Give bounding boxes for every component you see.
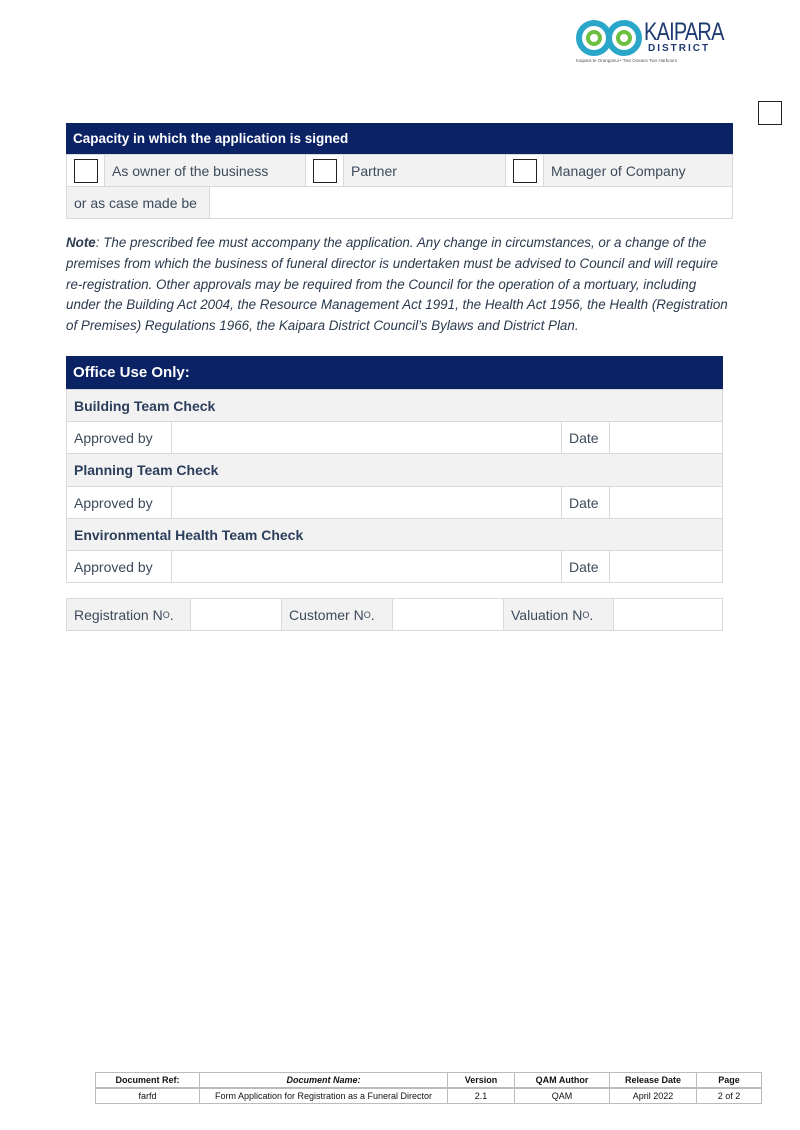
sup: O bbox=[582, 609, 590, 620]
other-field[interactable] bbox=[209, 186, 733, 219]
option-manager: Manager of Company bbox=[543, 154, 733, 187]
suffix: . bbox=[169, 606, 174, 623]
section-planning: Planning Team Check bbox=[66, 453, 723, 487]
owner-checkbox[interactable] bbox=[74, 159, 98, 183]
building-approved-field[interactable] bbox=[171, 421, 562, 454]
checkbox-cell bbox=[305, 154, 344, 187]
valuation-field[interactable] bbox=[613, 598, 723, 631]
corner-checkbox[interactable] bbox=[758, 101, 782, 125]
registration-field[interactable] bbox=[190, 598, 282, 631]
section-building: Building Team Check bbox=[66, 389, 723, 422]
building-date-field[interactable] bbox=[609, 421, 723, 454]
valuation-text: Valuation N bbox=[511, 606, 583, 623]
footer-h-ref: Document Ref: bbox=[95, 1072, 200, 1088]
date-label: Date bbox=[561, 421, 610, 454]
checkbox-cell bbox=[505, 154, 544, 187]
registration-label bbox=[66, 598, 191, 631]
footer-h-version: Version bbox=[447, 1072, 515, 1088]
logo-tagline: Kaipara te Oranganui • Two Oceans Two Harbours bbox=[576, 58, 677, 63]
footer-v-name: Form Application for Registration as a Funeral Director bbox=[199, 1088, 448, 1104]
logo-swirl-icon bbox=[576, 18, 644, 58]
customer-label bbox=[281, 598, 393, 631]
valuation-label bbox=[503, 598, 614, 631]
approved-label: Approved by bbox=[66, 486, 172, 519]
suffix: . bbox=[589, 606, 594, 623]
kaipara-logo bbox=[576, 16, 724, 66]
suffix: . bbox=[370, 606, 375, 623]
env-approved-field[interactable] bbox=[171, 550, 562, 583]
option-partner: Partner bbox=[343, 154, 506, 187]
footer-v-date: April 2022 bbox=[609, 1088, 697, 1104]
date-label: Date bbox=[561, 550, 610, 583]
option-owner: As owner of the business bbox=[104, 154, 306, 187]
section-env-health: Environmental Health Team Check bbox=[66, 518, 723, 551]
footer-v-version: 2.1 bbox=[447, 1088, 515, 1104]
footer-v-author: QAM bbox=[514, 1088, 610, 1104]
manager-checkbox[interactable] bbox=[513, 159, 537, 183]
logo-sub: DISTRICT bbox=[648, 43, 711, 54]
note-paragraph bbox=[66, 233, 728, 337]
sup: O bbox=[363, 609, 371, 620]
partner-checkbox[interactable] bbox=[313, 159, 337, 183]
footer-h-date: Release Date bbox=[609, 1072, 697, 1088]
capacity-header: Capacity in which the application is signed bbox=[66, 123, 733, 154]
sup: O bbox=[162, 609, 170, 620]
logo-name: KAIPARA bbox=[644, 18, 724, 46]
registration-text: Registration N bbox=[74, 606, 163, 623]
note-text: : The prescribed fee must accompany the application. Any change in circumstances, or a change of the premises from which the business of funeral director is undertaken must be advised to Council and will require re-registration. Other approvals may be required from the Council for the operation of a mortuary, including under the Building Act 2004, the Resource Management Act 1991, the Health Act 1956, the Health (Registration of Premises) Regulations 1966, the Kaipara District Council’s Bylaws and District Plan. bbox=[66, 235, 728, 334]
note-label: Note bbox=[66, 235, 96, 250]
date-label: Date bbox=[561, 486, 610, 519]
footer-h-author: QAM Author bbox=[514, 1072, 610, 1088]
footer-h-name: Document Name: bbox=[199, 1072, 448, 1088]
customer-field[interactable] bbox=[392, 598, 504, 631]
other-label: or as case made be bbox=[66, 186, 210, 219]
checkbox-cell bbox=[66, 154, 105, 187]
planning-date-field[interactable] bbox=[609, 486, 723, 519]
customer-text: Customer N bbox=[289, 606, 364, 623]
office-header: Office Use Only: bbox=[66, 356, 723, 389]
approved-label: Approved by bbox=[66, 421, 172, 454]
env-date-field[interactable] bbox=[609, 550, 723, 583]
footer-v-ref: farfd bbox=[95, 1088, 200, 1104]
footer-h-page: Page bbox=[696, 1072, 762, 1088]
planning-approved-field[interactable] bbox=[171, 486, 562, 519]
approved-label: Approved by bbox=[66, 550, 172, 583]
footer-v-page: 2 of 2 bbox=[696, 1088, 762, 1104]
